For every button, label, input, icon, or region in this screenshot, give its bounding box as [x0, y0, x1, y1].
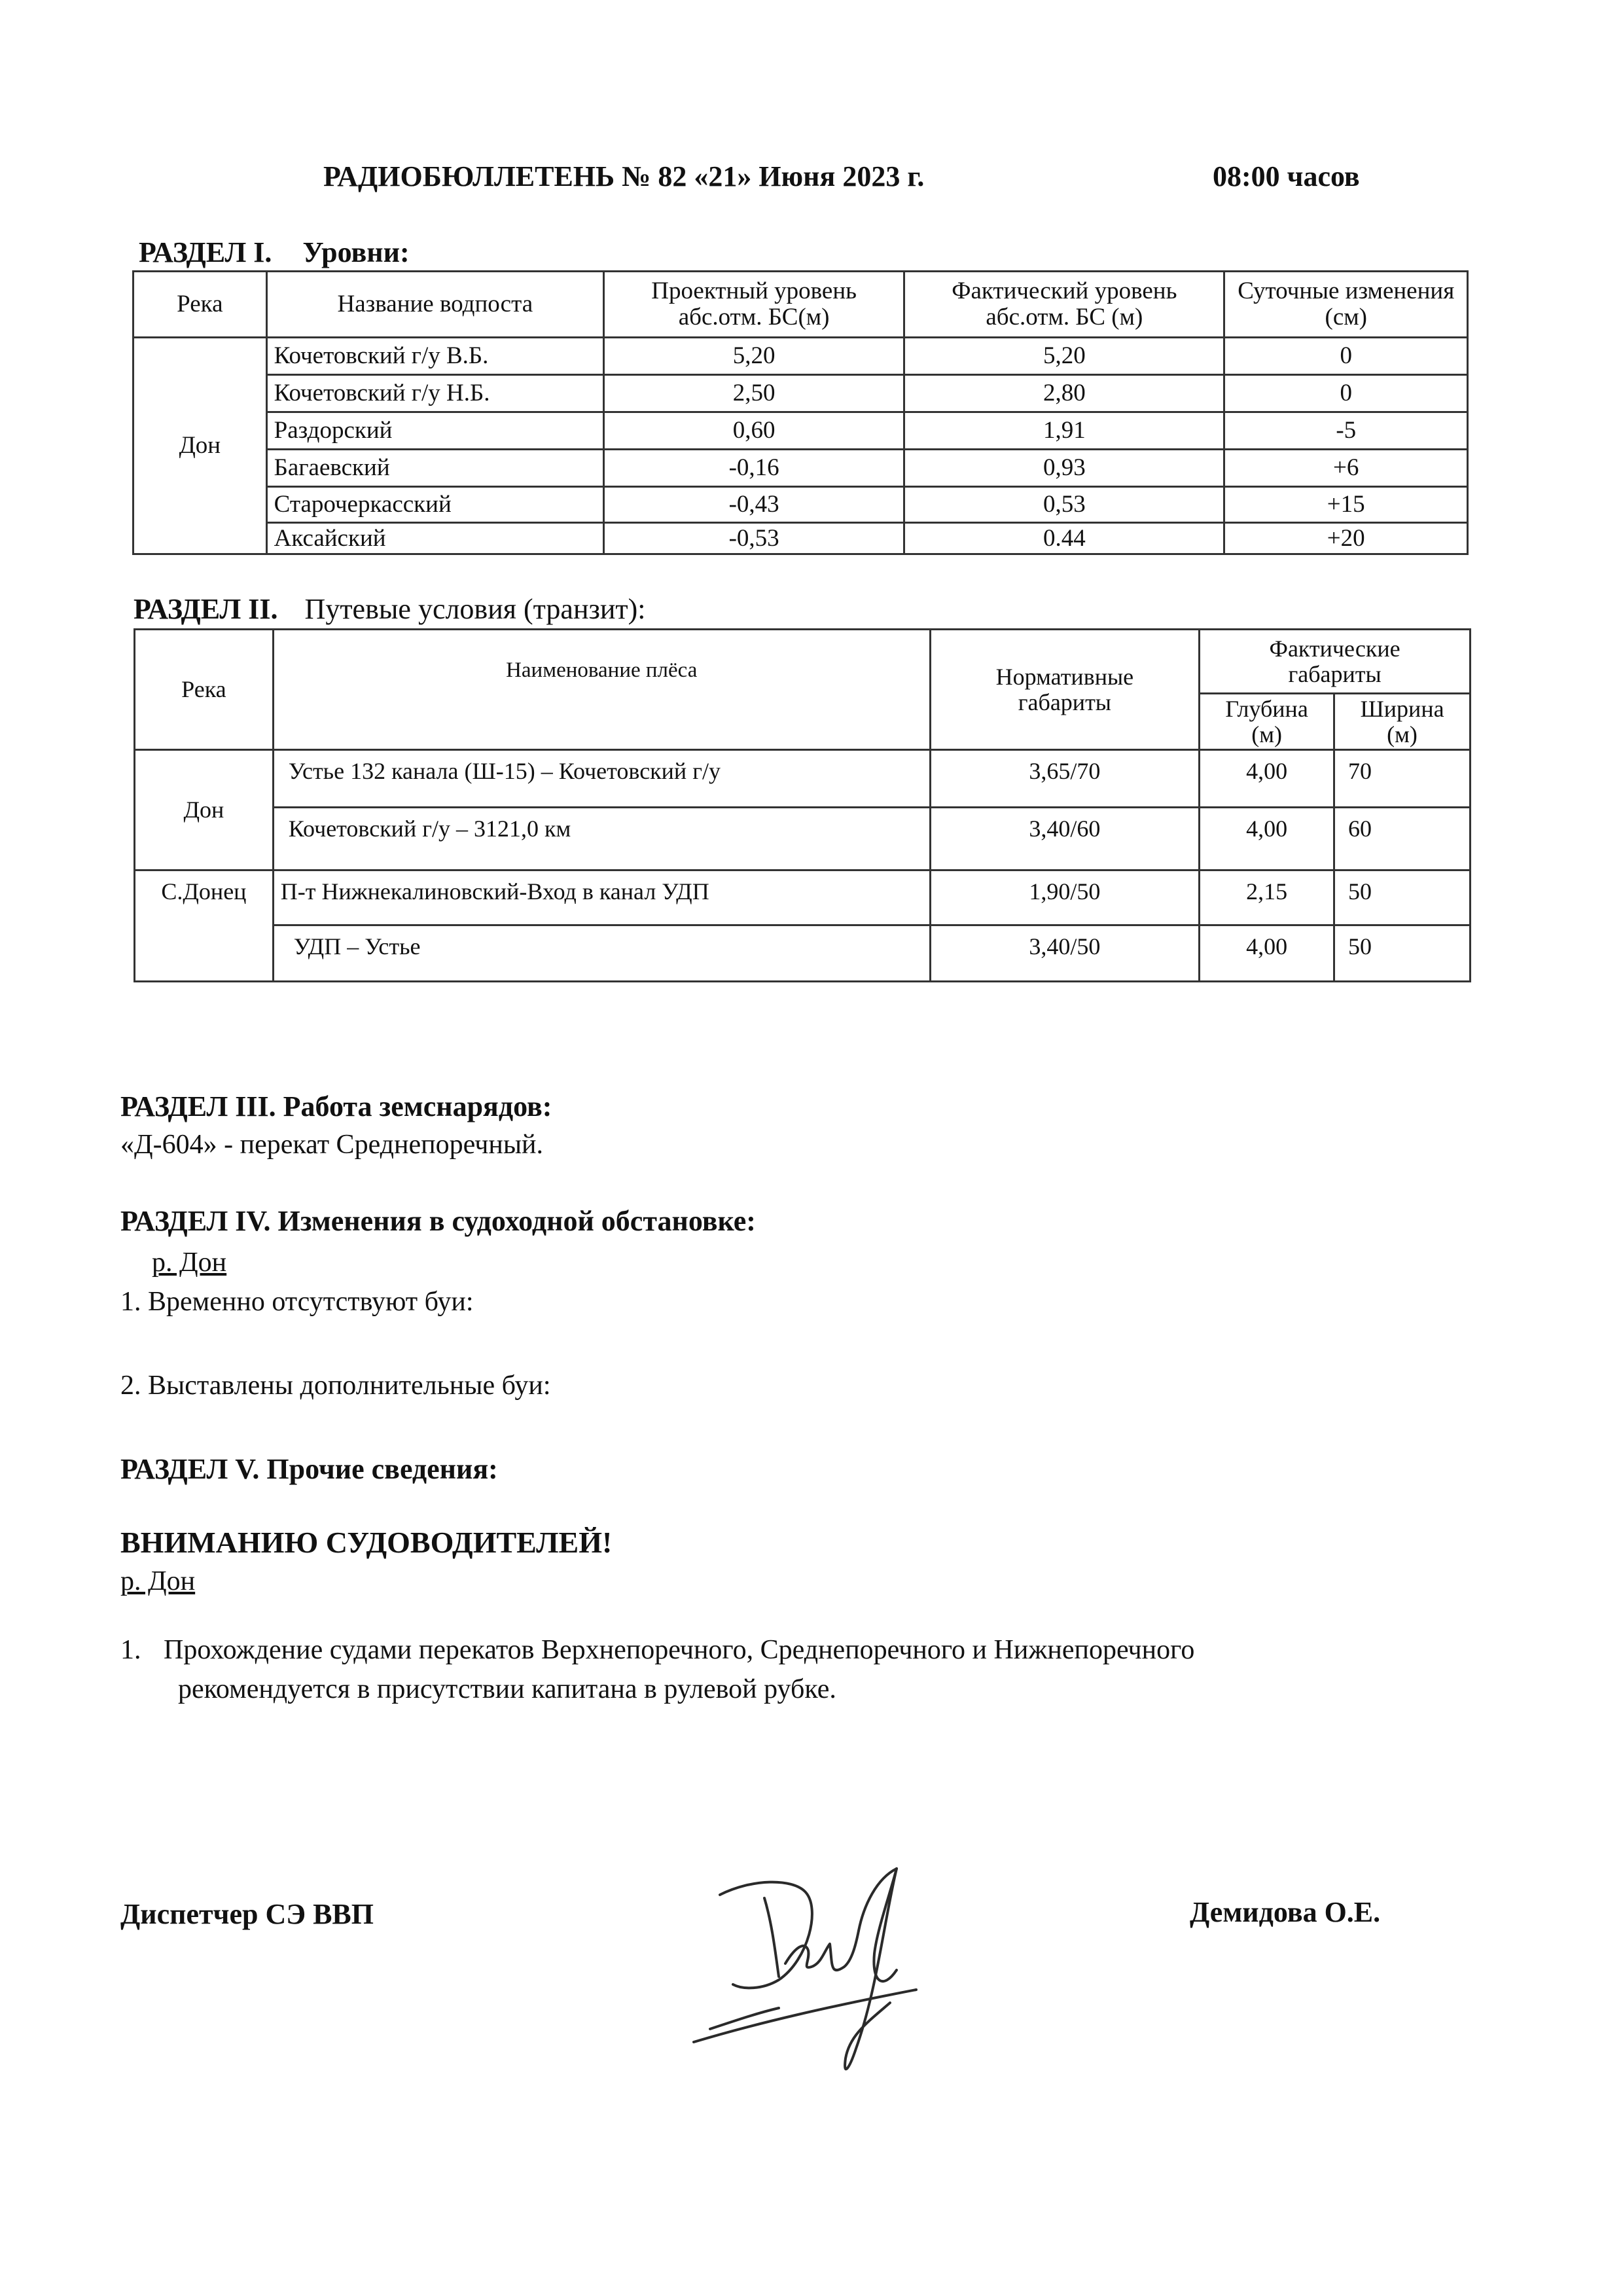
- attention-item-line2: рекомендуется в присутствии капитана в рулевой рубке.: [178, 1674, 836, 1704]
- table-row: [135, 925, 1471, 982]
- section1-label: РАЗДЕЛ I.: [139, 236, 272, 268]
- normative-cell: 3,40/50: [930, 925, 1200, 982]
- transit-table: [134, 628, 1471, 982]
- col-daily-change: Суточные изменения (см): [1224, 272, 1468, 338]
- col-actual-level: Фактический уровень абс.отм. БС (м): [904, 272, 1224, 338]
- river-cell: Дон: [134, 338, 267, 554]
- table-row: [134, 487, 1468, 523]
- depth-label: Глубина (м): [1225, 695, 1308, 747]
- width-label: Ширина (м): [1360, 695, 1444, 747]
- actual-label: Фактические габариты: [1269, 635, 1400, 687]
- post-cell: Старочеркасский: [266, 487, 603, 523]
- project-cell: 5,20: [604, 338, 904, 375]
- section2-name: Путевые условия (транзит):: [304, 593, 646, 625]
- river-cell: Дон: [135, 750, 274, 870]
- depth-cell: 4,00: [1200, 925, 1334, 982]
- table-row: [135, 750, 1471, 808]
- section5-heading: РАЗДЕЛ V. Прочие сведения:: [120, 1453, 498, 1485]
- change-cell: 0: [1224, 375, 1468, 412]
- change-cell: +20: [1224, 523, 1468, 554]
- transit-header-row: [135, 630, 1471, 694]
- reach-cell: П-т Нижнекалиновский-Вход в канал УДП: [273, 870, 930, 925]
- footer-position: Диспетчер СЭ ВВП: [120, 1898, 374, 1930]
- project-cell: 0,60: [604, 412, 904, 450]
- table-row: [134, 523, 1468, 554]
- width-cell: 50: [1334, 925, 1471, 982]
- section4-item1: 1. Временно отсутствуют буи:: [120, 1287, 474, 1317]
- actual-cell: 0.44: [904, 523, 1224, 554]
- col-river: Река: [135, 630, 274, 750]
- section4-heading: РАЗДЕЛ IV. Изменения в судоходной обстановке:: [120, 1205, 756, 1237]
- width-cell: 50: [1334, 870, 1471, 925]
- table-row: [135, 870, 1471, 925]
- section4-item2: 2. Выставлены дополнительные буи:: [120, 1371, 551, 1401]
- col-post: Название водпоста: [266, 272, 603, 338]
- bulletin-title: РАДИОБЮЛЛЕТЕНЬ № 82 «21» Июня 2023 г.: [323, 160, 925, 192]
- reach-cell: УДП – Устье: [273, 925, 930, 982]
- section3-text: «Д-604» - перекат Среднепоречный.: [120, 1130, 544, 1160]
- project-cell: -0,53: [604, 523, 904, 554]
- col-normative: [930, 630, 1200, 750]
- attention-item-line1: Прохождение судами перекатов Верхнепоречного, Среднепоречного и Нижнепоречного: [164, 1635, 1195, 1665]
- col-depth: [1200, 694, 1334, 750]
- depth-cell: 4,00: [1200, 750, 1334, 808]
- attention-heading: ВНИМАНИЮ СУДОВОДИТЕЛЕЙ!: [120, 1526, 613, 1559]
- post-cell: Аксайский: [266, 523, 603, 554]
- width-cell: 70: [1334, 750, 1471, 808]
- change-cell: +6: [1224, 450, 1468, 487]
- reach-cell: Кочетовский г/у – 3121,0 км: [273, 808, 930, 870]
- river-cell: С.Донец: [135, 870, 274, 982]
- col-actual: [1200, 630, 1471, 694]
- actual-cell: 0,93: [904, 450, 1224, 487]
- normative-cell: 1,90/50: [930, 870, 1200, 925]
- normative-cell: 3,65/70: [930, 750, 1200, 808]
- col-width: [1334, 694, 1471, 750]
- table-row: [134, 338, 1468, 375]
- table-row: [135, 808, 1471, 870]
- project-cell: 2,50: [604, 375, 904, 412]
- reach-cell: Устье 132 канала (Ш-15) – Кочетовский г/у: [273, 750, 930, 808]
- change-cell: 0: [1224, 338, 1468, 375]
- post-cell: Багаевский: [266, 450, 603, 487]
- attention-river: р. Дон: [120, 1566, 196, 1596]
- normative-cell: 3,40/60: [930, 808, 1200, 870]
- change-cell: +15: [1224, 487, 1468, 523]
- table-row: [134, 375, 1468, 412]
- change-cell: -5: [1224, 412, 1468, 450]
- actual-cell: 0,53: [904, 487, 1224, 523]
- section1-name: Уровни:: [302, 236, 410, 268]
- project-cell: -0,16: [604, 450, 904, 487]
- table-row: [134, 450, 1468, 487]
- depth-cell: 4,00: [1200, 808, 1334, 870]
- signature: [681, 1833, 1008, 2094]
- post-cell: Кочетовский г/у Н.Б.: [266, 375, 603, 412]
- col-reach: Наименование плёса: [273, 630, 930, 750]
- normative-label: Нормативные габариты: [995, 663, 1134, 715]
- footer-name: Демидова О.Е.: [1190, 1896, 1381, 1928]
- levels-header-row: [134, 272, 1468, 338]
- section4-river: р. Дон: [152, 1247, 227, 1278]
- attention-item-number: 1.: [120, 1635, 141, 1665]
- section2-heading: [134, 592, 646, 626]
- section1-heading: [139, 236, 410, 269]
- actual-cell: 2,80: [904, 375, 1224, 412]
- section3-heading: РАЗДЕЛ III. Работа земснарядов:: [120, 1090, 552, 1122]
- post-cell: Кочетовский г/у В.Б.: [266, 338, 603, 375]
- project-cell: -0,43: [604, 487, 904, 523]
- actual-cell: 1,91: [904, 412, 1224, 450]
- section2-label: РАЗДЕЛ II.: [134, 593, 278, 625]
- col-project-level: Проектный уровень абс.отм. БС(м): [604, 272, 904, 338]
- bulletin-time: 08:00 часов: [1213, 160, 1360, 192]
- post-cell: Раздорский: [266, 412, 603, 450]
- width-cell: 60: [1334, 808, 1471, 870]
- table-row: [134, 412, 1468, 450]
- actual-cell: 5,20: [904, 338, 1224, 375]
- levels-table: [132, 270, 1469, 555]
- depth-cell: 2,15: [1200, 870, 1334, 925]
- col-river: Река: [134, 272, 267, 338]
